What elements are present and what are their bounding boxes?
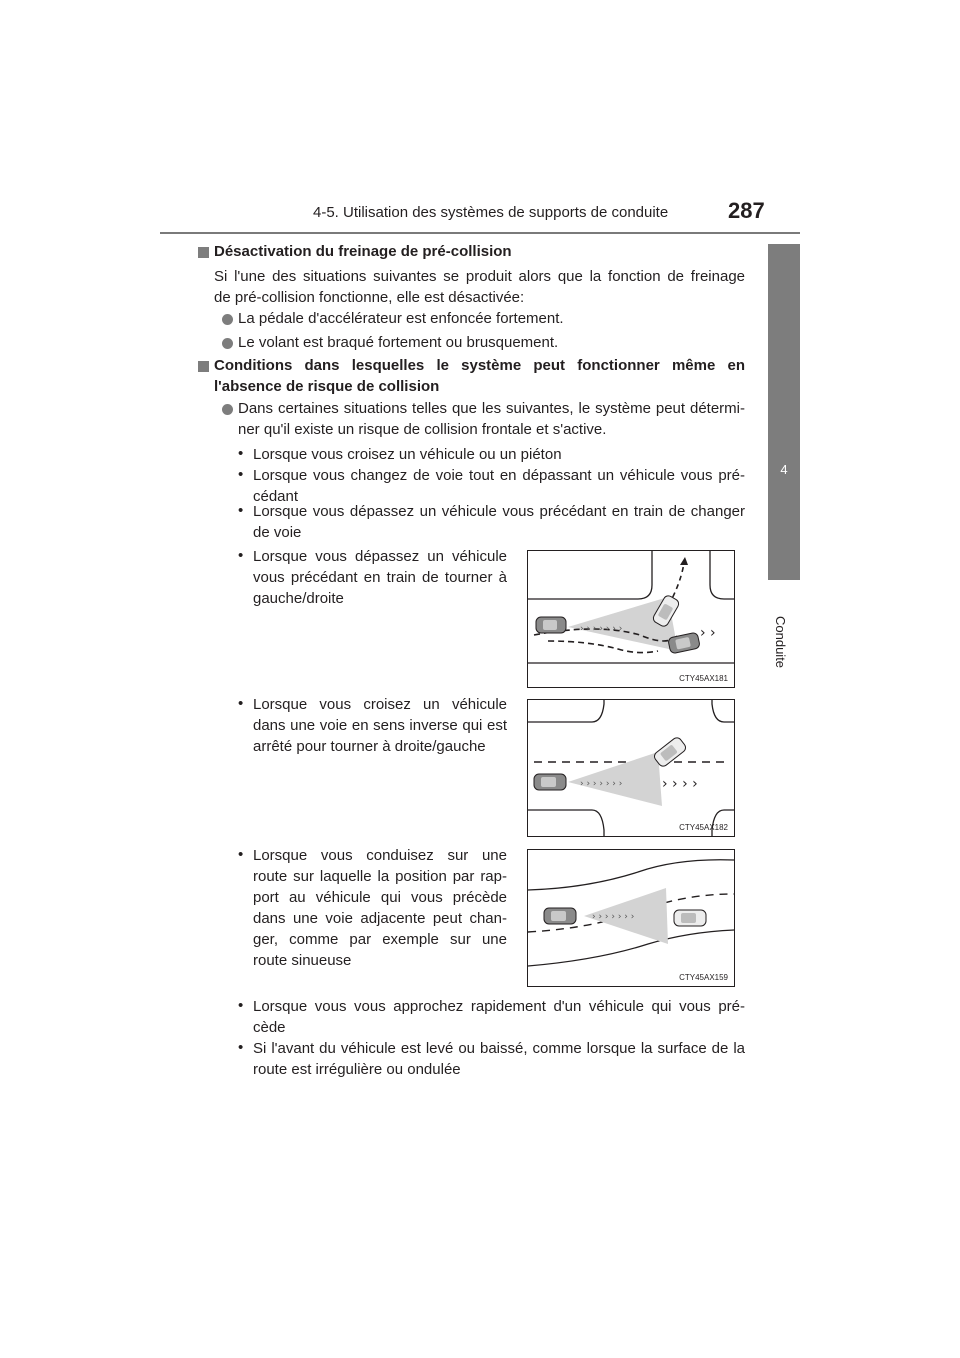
sub-item-line: arrêté pour tourner à droite/gauche bbox=[253, 738, 486, 755]
circle-bullet-icon bbox=[222, 338, 233, 349]
chapter-number: 4 bbox=[780, 462, 788, 477]
sub-item-line: route sinueuse bbox=[253, 952, 352, 969]
circle-bullet-icon bbox=[222, 404, 233, 415]
sub-item-line: Lorsque vous dépassez un véhicule bbox=[253, 548, 507, 565]
svg-text:› ›: › › bbox=[700, 625, 716, 641]
sub-item-line: cède bbox=[253, 1019, 286, 1036]
figure-label: CTY45AX159 bbox=[679, 973, 728, 982]
sub-item-line: de voie bbox=[253, 524, 302, 541]
sub-item-line: vous précédant en train de tourner à bbox=[253, 569, 507, 586]
square-bullet-icon bbox=[198, 247, 209, 258]
figure-curved-road bbox=[527, 849, 735, 987]
sub-item-line: dans une voie adjacente peut chan- bbox=[253, 910, 507, 927]
figure-oncoming-turning-vehicle bbox=[527, 699, 735, 837]
svg-text:› › › › › › ›: › › › › › › › bbox=[580, 624, 623, 634]
chapter-tab bbox=[768, 244, 800, 580]
sub-item-line: Lorsque vous croisez un véhicule ou un piéton bbox=[253, 446, 562, 463]
figure-label: CTY45AX181 bbox=[679, 674, 728, 683]
sub-item-line: Lorsque vous vous approchez rapidement d'un véhicule qui vous pré- bbox=[253, 998, 745, 1015]
chapter-label: Conduite bbox=[773, 616, 788, 669]
sub-item-line: Si l'avant du véhicule est levé ou baissé, comme lorsque la surface de la bbox=[253, 1040, 745, 1057]
sub-item-line: Lorsque vous dépassez un véhicule vous précédant en train de changer bbox=[253, 503, 745, 520]
svg-text:› › › ›: › › › › bbox=[662, 776, 698, 792]
section2-lead-line: Dans certaines situations telles que les suivantes, le système peut détermi- bbox=[238, 400, 745, 417]
sub-item-line: ger, comme par exemple sur une bbox=[253, 931, 507, 948]
circle-bullet-icon bbox=[222, 314, 233, 325]
sub-item-line: cédant bbox=[253, 488, 299, 505]
svg-text:› › › › › › ›: › › › › › › › bbox=[580, 779, 623, 789]
sub-item-line: dans une voie en sens inverse qui est bbox=[253, 717, 507, 734]
sub-item-line: Lorsque vous conduisez sur une bbox=[253, 847, 507, 864]
section1-title: Désactivation du freinage de pré-collision bbox=[214, 243, 512, 260]
square-bullet-icon bbox=[198, 361, 209, 372]
sub-item-line: route sur laquelle la position par rap- bbox=[253, 868, 507, 885]
section1-intro-line: Si l'une des situations suivantes se produit alors que la fonction de freinage bbox=[214, 268, 745, 285]
section-header: 4-5. Utilisation des systèmes de supports de conduite bbox=[313, 204, 669, 221]
svg-text:› › › › › › ›: › › › › › › › bbox=[592, 912, 635, 922]
sub-item-line: gauche/droite bbox=[253, 590, 344, 607]
header-rule bbox=[160, 232, 800, 234]
figure-turning-vehicle bbox=[527, 550, 735, 688]
section2-title-line: Conditions dans lesquelles le système peut fonctionner même en bbox=[214, 357, 745, 374]
section2-title-line: l'absence de risque de collision bbox=[214, 378, 440, 395]
figure-label: CTY45AX182 bbox=[679, 823, 728, 832]
section1-item: Le volant est braqué fortement ou brusquement. bbox=[238, 334, 559, 351]
section1-intro-line: de pré-collision fonctionne, elle est désactivée: bbox=[214, 289, 525, 306]
page-number: 287 bbox=[728, 198, 765, 223]
sub-item-line: route est irrégulière ou ondulée bbox=[253, 1061, 461, 1078]
section1-item: La pédale d'accélérateur est enfoncée fortement. bbox=[238, 310, 564, 327]
sub-item-line: port au véhicule qui vous précède bbox=[253, 889, 507, 906]
sub-item-line: Lorsque vous changez de voie tout en dépassant un véhicule vous pré- bbox=[253, 467, 745, 484]
section2-lead-line: ner qu'il existe un risque de collision frontale et s'active. bbox=[238, 421, 607, 438]
sub-item-line: Lorsque vous croisez un véhicule bbox=[253, 696, 507, 713]
